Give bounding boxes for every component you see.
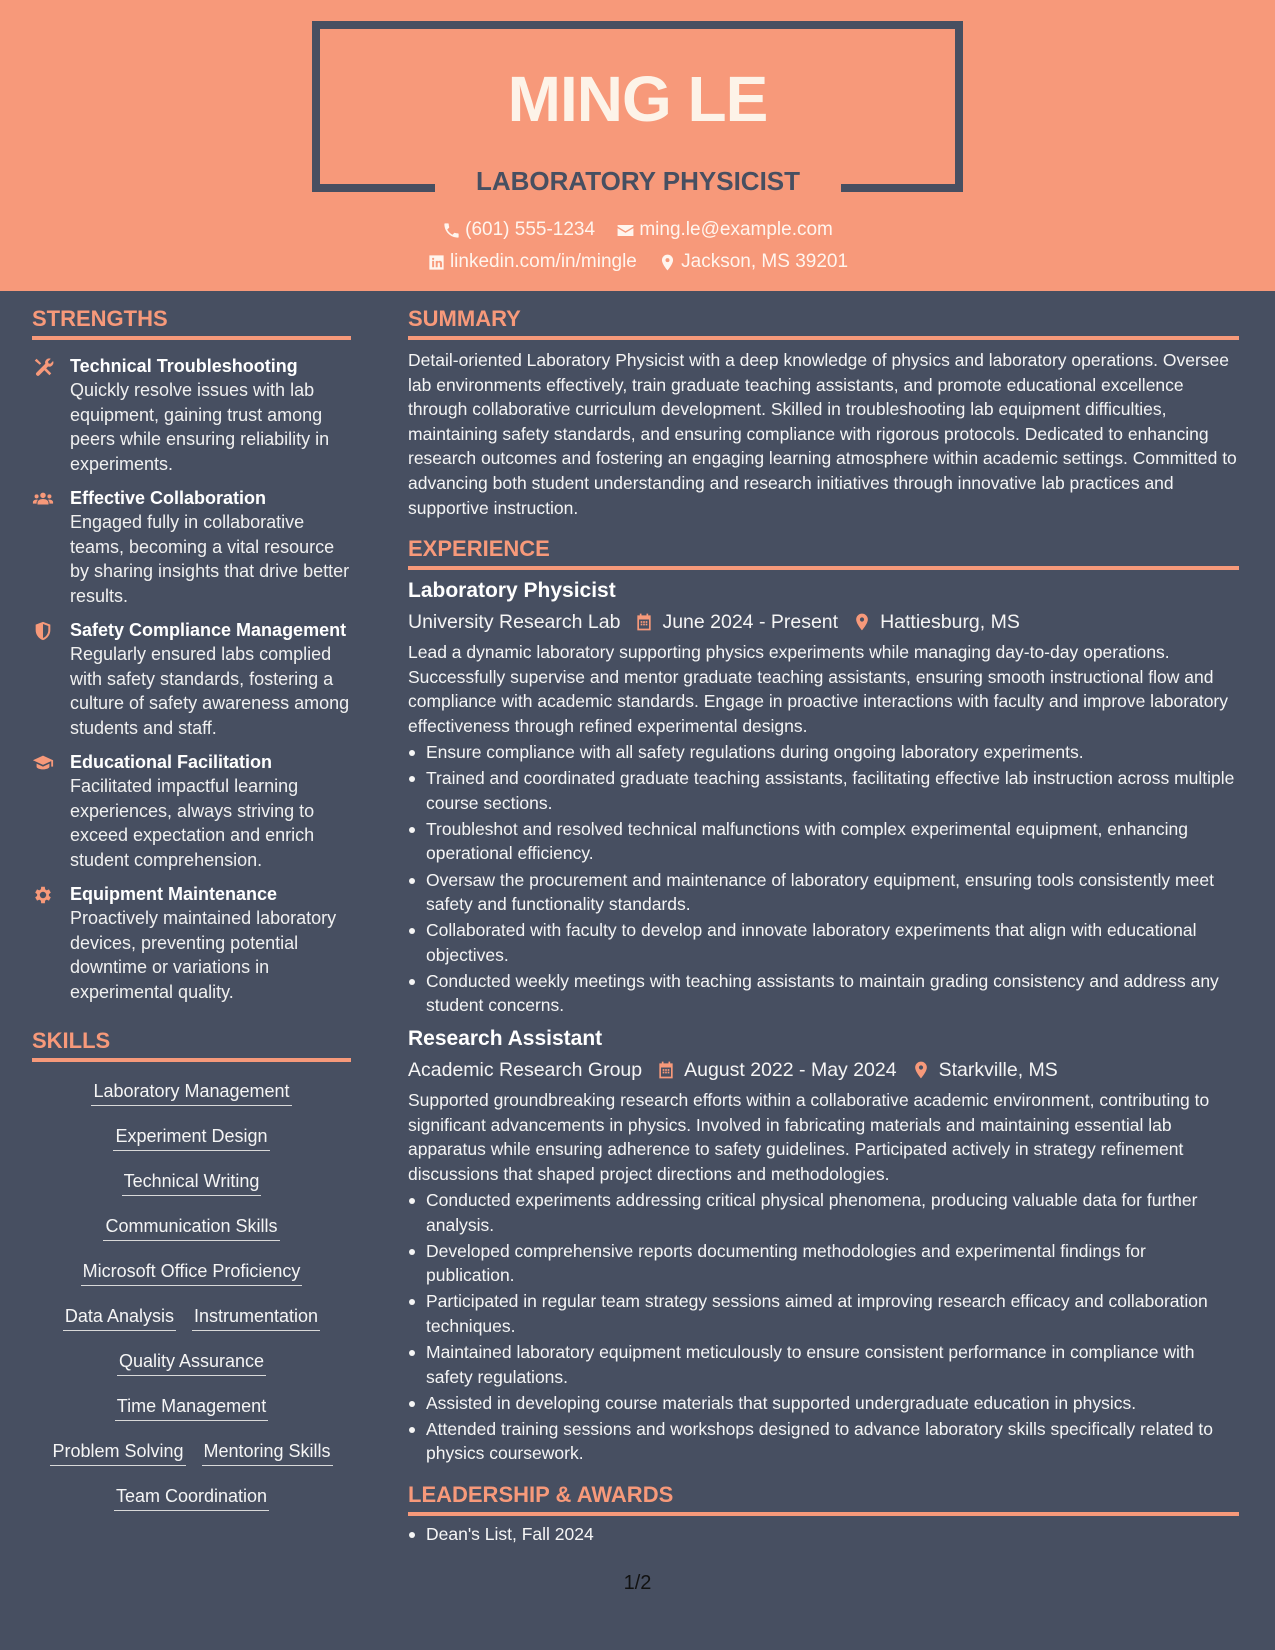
summary-text: Detail-oriented Laboratory Physicist with a deep knowledge of physics and laboratory operations. Oversee lab environments effectively, train graduate teaching assistants, and promote educational excellence through collaborative curriculum development. Skilled in troubleshooting lab equipment difficulties, maintaining safety standards, and ensuring compliance with rigorous protocols. Dedicated to enhancing research outcomes and fostering an engaging learning atmosphere within academic settings. Committed to advancing both student understanding and research initiatives through innovative lab practices and supportive instruction. xyxy=(408,350,1237,518)
job-location: Starkville, MS xyxy=(938,1059,1058,1082)
skill-tag: Laboratory Management xyxy=(91,1080,291,1106)
skill-tag: Microsoft Office Proficiency xyxy=(81,1260,303,1286)
strength-desc: Quickly resolve issues with lab equipment, gaining trust among peers while ensuring reliability in experiments. xyxy=(70,380,330,474)
job-bullet: Attended training sessions and workshops designed to advance laboratory skills specifically related to physics coursework. xyxy=(408,1417,1239,1466)
job-org: Academic Research Group xyxy=(408,1059,643,1082)
skill-tag: Mentoring Skills xyxy=(202,1440,333,1466)
phone-text: (601) 555-1234 xyxy=(465,219,596,240)
job-bullet: Developed comprehensive reports documenting methodologies and experimental findings for publication. xyxy=(408,1239,1239,1288)
strength-item xyxy=(32,750,351,872)
envelope-icon xyxy=(616,221,635,240)
skill-tag: Technical Writing xyxy=(122,1170,262,1196)
linkedin-text: linkedin.com/in/mingle xyxy=(449,251,637,272)
job-bullets xyxy=(408,1188,1239,1466)
skill-tag: Team Coordination xyxy=(114,1485,269,1511)
calendar-icon xyxy=(656,1060,676,1080)
shield-icon xyxy=(32,620,54,642)
job-bullets xyxy=(408,740,1239,1018)
strength-desc: Facilitated impactful learning experiences, always striving to exceed expectation and enrich student comprehension. xyxy=(70,776,315,870)
job-bullet: Troubleshot and resolved technical malfunctions with complex experimental equipment, enhancing operational efficiency. xyxy=(408,817,1239,866)
strength-title: Effective Collaboration xyxy=(70,488,267,508)
candidate-title: LABORATORY PHYSICIST xyxy=(475,166,801,196)
calendar-icon xyxy=(634,612,654,632)
job-bullet: Maintained laboratory equipment meticulously to ensure consistent performance in compliance with safety regulations. xyxy=(408,1340,1239,1389)
leadership-heading: LEADERSHIP & AWARDS xyxy=(408,1482,1239,1516)
skill-tag: Communication Skills xyxy=(103,1215,279,1241)
strength-desc: Proactively maintained laboratory devices, preventing potential downtime or variations in experimental quality. xyxy=(70,908,337,1002)
job-title: Laboratory Physicist xyxy=(408,579,616,603)
job-description: Lead a dynamic laboratory supporting physics experiments while managing day-to-day operations. Successfully supervise and mentor graduate teaching assistants, ensuring smooth instructional flow and compliance with academic standards. Engage in proactive interactions with faculty and improve laboratory effectiveness through refined experimental designs. xyxy=(408,642,1229,736)
strength-title: Equipment Maintenance xyxy=(70,884,278,904)
gear-icon xyxy=(32,884,54,906)
summary-heading: SUMMARY xyxy=(408,306,1239,340)
location-contact xyxy=(658,251,848,273)
candidate-name: MING LE xyxy=(507,63,768,135)
strength-title: Safety Compliance Management xyxy=(70,620,347,640)
map-marker-icon xyxy=(658,253,677,272)
job-meta xyxy=(408,606,1239,638)
job-title: Research Assistant xyxy=(408,1027,603,1051)
job-bullet: Participated in regular team strategy sessions aimed at improving research efficacy and collaboration techniques. xyxy=(408,1289,1239,1338)
graduation-cap-icon xyxy=(32,752,54,774)
job-bullet: Conducted experiments addressing critical physical phenomena, producing valuable data for further analysis. xyxy=(408,1188,1239,1237)
map-marker-icon xyxy=(852,612,872,632)
location-text: Jackson, MS 39201 xyxy=(681,251,849,272)
skills-list xyxy=(32,1062,351,1518)
email-contact[interactable] xyxy=(616,219,833,241)
strength-item xyxy=(32,354,351,476)
job-dates: June 2024 - Present xyxy=(662,611,839,634)
strength-title: Educational Facilitation xyxy=(70,752,273,772)
linkedin-contact[interactable] xyxy=(427,251,637,273)
strength-item xyxy=(32,882,351,1004)
job-dates: August 2022 - May 2024 xyxy=(684,1059,897,1082)
contact-row-1 xyxy=(0,219,1275,246)
users-icon xyxy=(32,488,54,510)
strength-item xyxy=(32,618,351,740)
strength-item xyxy=(32,486,351,608)
phone-icon xyxy=(442,221,461,240)
skill-tag: Time Management xyxy=(115,1395,268,1421)
strength-title: Technical Troubleshooting xyxy=(70,356,298,376)
experience-heading: EXPERIENCE xyxy=(408,536,1239,570)
left-column xyxy=(32,291,351,1518)
leadership-list xyxy=(408,1522,1239,1547)
job-bullet: Collaborated with faculty to develop and innovate laboratory experiments that align with educational objectives. xyxy=(408,918,1239,967)
strengths-heading: STRENGTHS xyxy=(32,306,351,340)
map-marker-icon xyxy=(911,1060,931,1080)
job-description: Supported groundbreaking research efforts within a collaborative academic environment, contributing to significant advancements in physics. Involved in fabricating materials and maintaining essential lab apparatus while ensuring adherence to safety guidelines. Participated actively in strategy refinement discussions that shaped project directions and methodologies. xyxy=(408,1090,1210,1184)
job-meta xyxy=(408,1054,1239,1086)
job-bullet: Ensure compliance with all safety regulations during ongoing laboratory experiments. xyxy=(408,740,1239,765)
skill-tag: Instrumentation xyxy=(192,1305,320,1331)
job-entry xyxy=(408,576,1239,1018)
header-frame-left-foot xyxy=(312,184,435,192)
linkedin-icon xyxy=(427,253,446,272)
skill-tag: Experiment Design xyxy=(113,1125,269,1151)
right-column xyxy=(408,291,1239,1547)
skill-tag: Quality Assurance xyxy=(117,1350,266,1376)
header-frame-right-foot xyxy=(841,184,963,192)
job-bullet: Conducted weekly meetings with teaching assistants to maintain grading consistency and address any student concerns. xyxy=(408,969,1239,1018)
email-text: ming.le@example.com xyxy=(639,219,833,240)
phone-contact[interactable] xyxy=(442,219,595,241)
award-item: Dean's List, Fall 2024 xyxy=(408,1522,1239,1547)
skills-heading: SKILLS xyxy=(32,1028,351,1062)
job-org: University Research Lab xyxy=(408,611,621,634)
page-number: 1/2 xyxy=(623,1572,652,1594)
job-bullet: Assisted in developing course materials that supported undergraduate education in physics. xyxy=(408,1391,1239,1416)
job-location: Hattiesburg, MS xyxy=(880,611,1020,634)
job-entry xyxy=(408,1024,1239,1466)
header-banner xyxy=(0,0,1275,291)
skill-tag: Problem Solving xyxy=(50,1440,185,1466)
job-bullet: Trained and coordinated graduate teaching assistants, facilitating effective lab instruction across multiple course sections. xyxy=(408,766,1239,815)
skill-tag: Data Analysis xyxy=(63,1305,176,1331)
strength-desc: Engaged fully in collaborative teams, becoming a vital resource by sharing insights that drive better results. xyxy=(70,512,350,606)
contact-row-2 xyxy=(0,251,1275,278)
tools-icon xyxy=(32,356,54,378)
strength-desc: Regularly ensured labs complied with safety standards, fostering a culture of safety awareness among students and staff. xyxy=(70,644,350,738)
job-bullet: Oversaw the procurement and maintenance of laboratory equipment, ensuring tools consistently meet safety and functionality standards. xyxy=(408,868,1239,917)
